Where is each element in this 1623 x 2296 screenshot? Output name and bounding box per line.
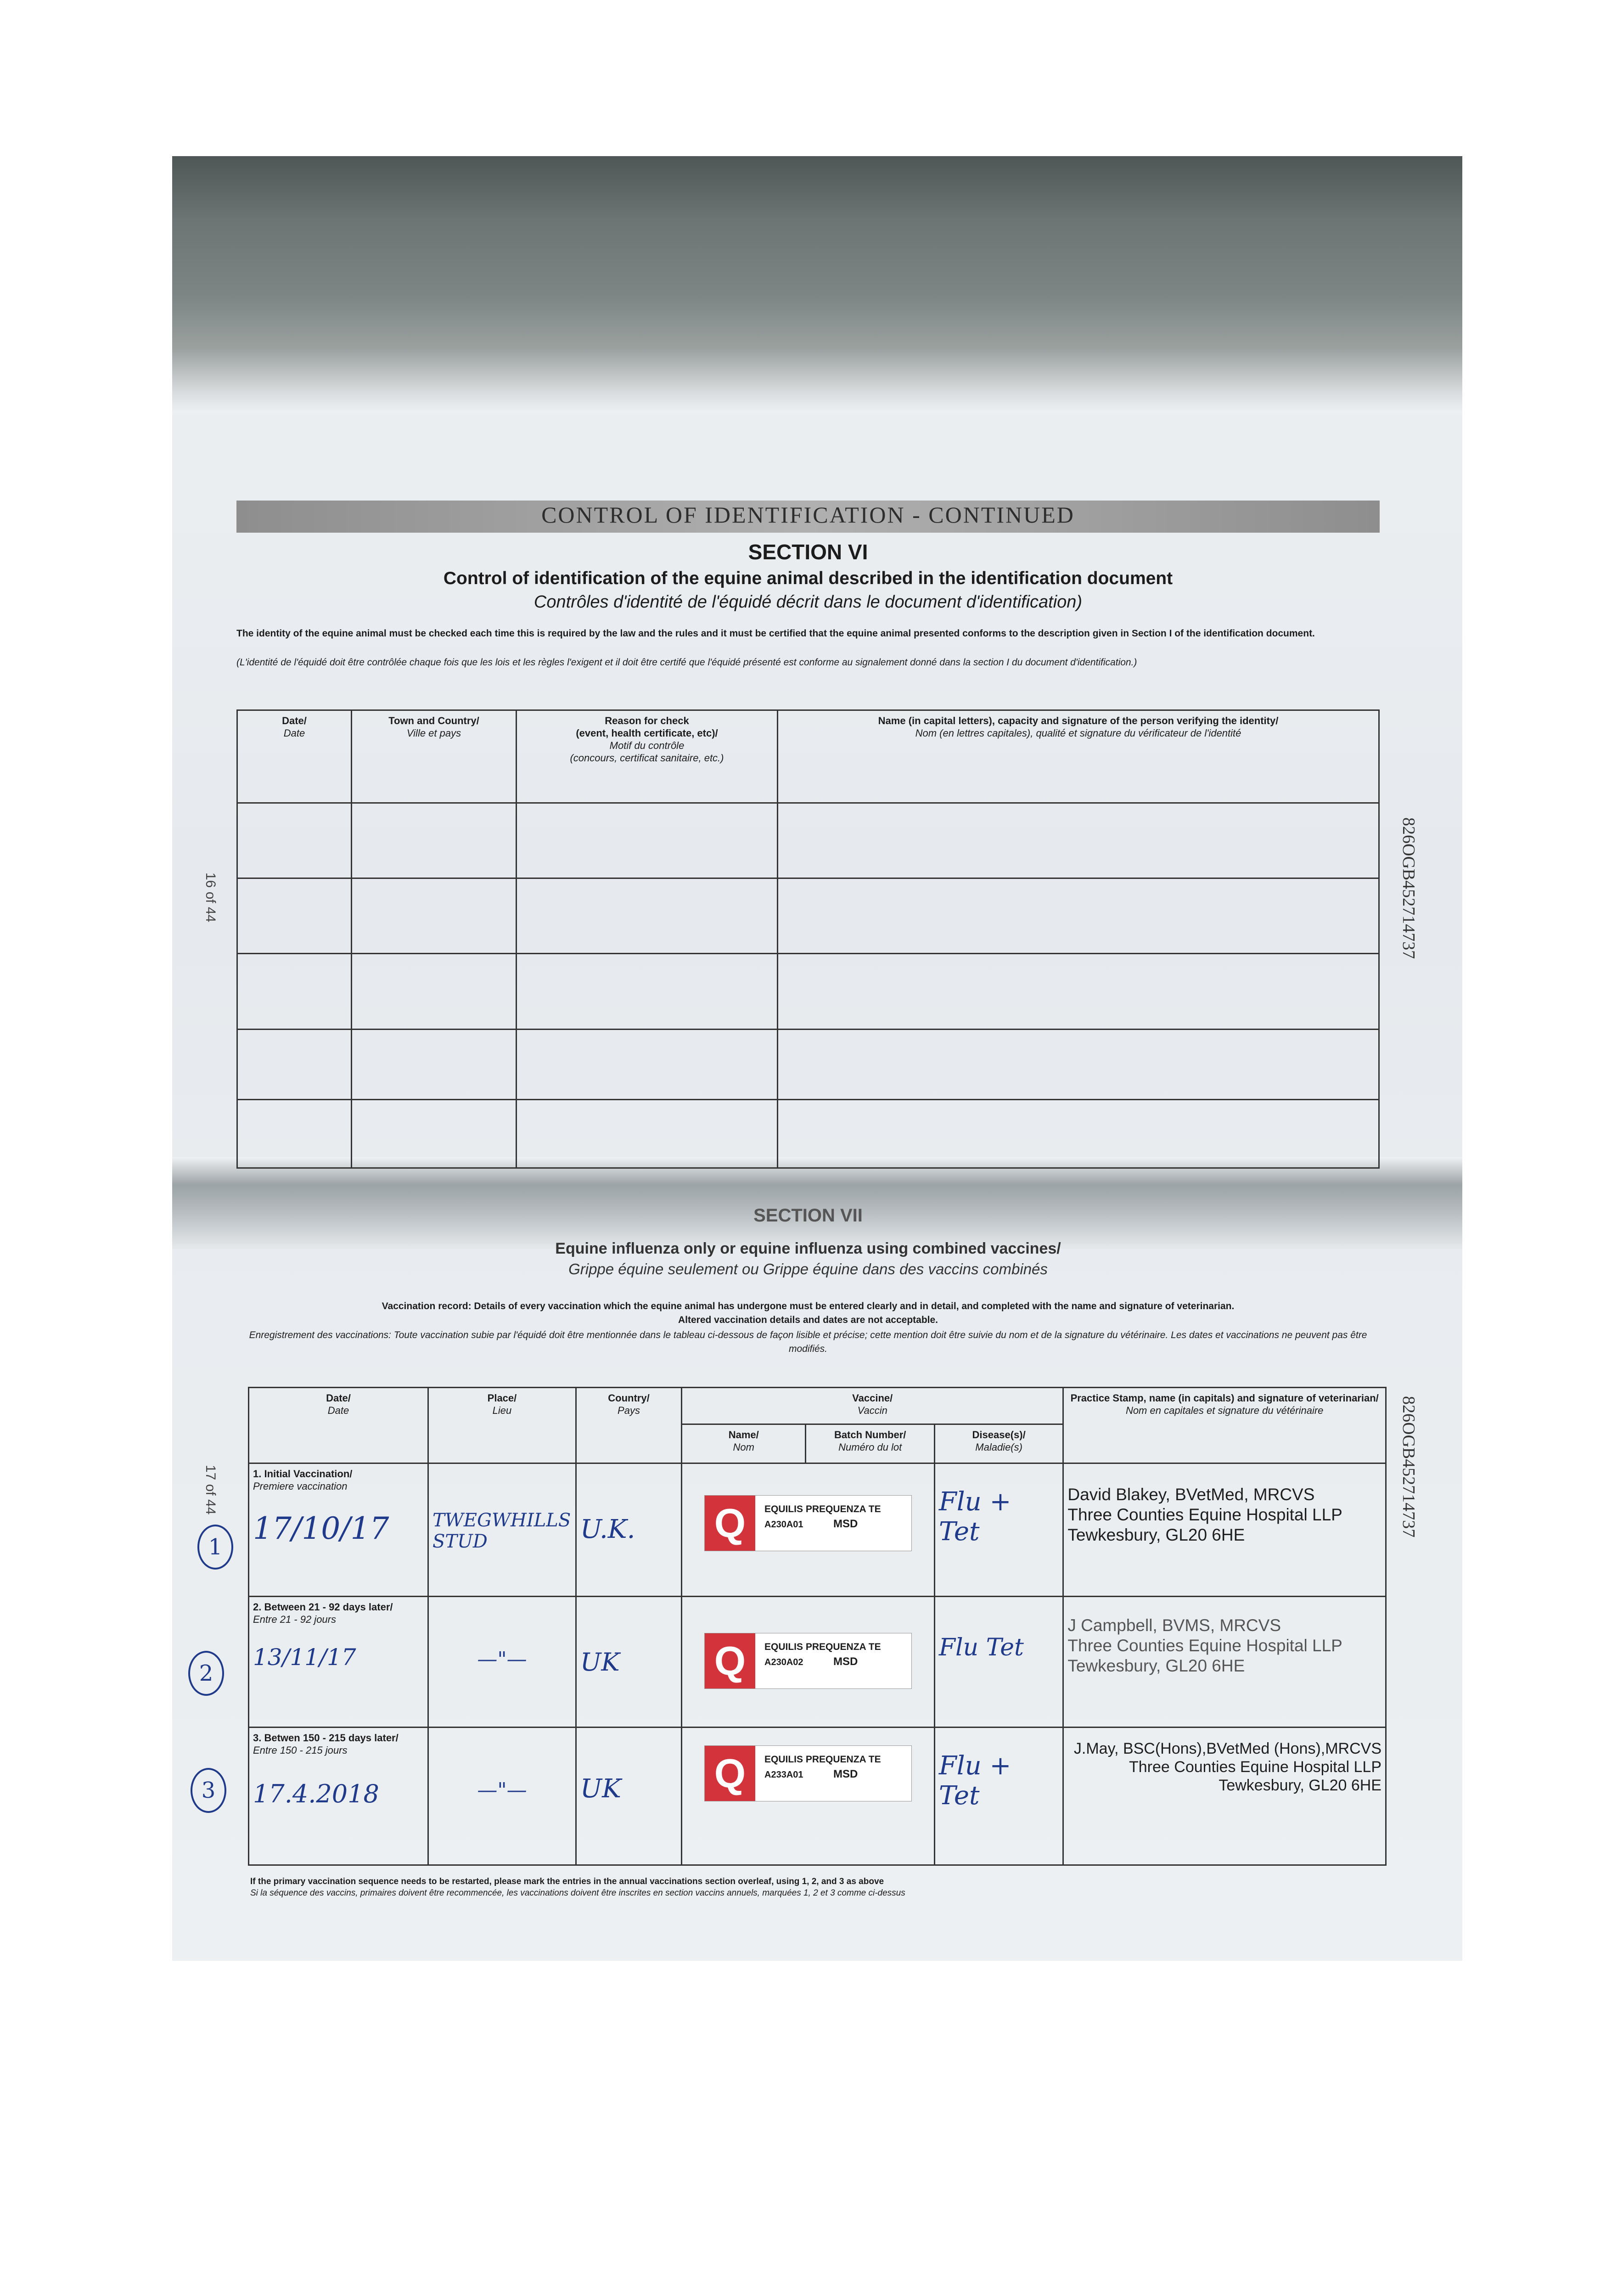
- section7-paragraph-fr: Enregistrement des vaccinations: Toute vaccination subie par l'équidé doit être mentionnée dans le tableau ci-dessous de façon lisible et précise; cette mention doit être suivie du nom et de la signature du vétérinaire. Les dates et vaccinations ne peuvent pas être modifiés.: [249, 1330, 1367, 1354]
- circled-number-3: 3: [191, 1768, 226, 1813]
- footnote-en: If the primary vaccination sequence needs to be restarted, please mark the entries in the annual vaccinations section overleaf, using 1, 2, and 3 as above: [250, 1877, 884, 1886]
- vaccine-sticker-cell: [682, 1728, 935, 1865]
- handwritten-date: 13/11/17: [253, 1644, 356, 1671]
- col-town-country-header: Town and Country/ Ville et pays: [352, 710, 517, 803]
- col-vaccine-name-header: Name/ Nom: [682, 1424, 806, 1463]
- section7-paragraph-en2: Altered vaccination details and dates are not acceptable.: [678, 1315, 938, 1325]
- vaccine-sticker: Q EQUILIS PREQUENZA TE A233A01 MSD: [704, 1745, 912, 1801]
- col-reason-header: Reason for check (event, health certificate, etc)/ Motif du contrôle (concours, certificat sanitaire, etc.): [517, 710, 778, 803]
- section-band-title: CONTROL OF IDENTIFICATION - CONTINUED: [541, 502, 1075, 528]
- handwritten-place: —"—: [428, 1728, 576, 1865]
- vaccination-table: [248, 1387, 1387, 1866]
- section6-paragraph-en: The identity of the equine animal must be checked each time this is required by the law and the rules and it must be certified that the equine animal presented conforms to the description given in Section I of the identification document.: [236, 628, 1315, 639]
- section6-paragraph-fr: (L'identité de l'équidé doit être contrôlée chaque fois que les lois et les règles l'exigent et il doit être certifé que l'équidé présenté est conforme au signalement donné dans la section I du document d'identification.): [236, 657, 1137, 668]
- col-country-header: Country/ Pays: [576, 1388, 681, 1463]
- date-cell: 1. Initial Vaccination/ Premiere vaccination 17/10/17: [249, 1463, 428, 1597]
- vaccination-row-2: [249, 1597, 1386, 1728]
- page-fold-shadow-top: [172, 156, 1462, 413]
- vaccine-sticker: Q EQUILIS PREQUENZA TE A230A02 MSD: [704, 1633, 912, 1689]
- date-cell: 3. Betwen 150 - 215 days later/ Entre 150 - 215 jours 17.4.2018: [249, 1728, 428, 1865]
- section6-heading-fr: Contrôles d'identité de l'équidé décrit dans le document d'identification): [534, 592, 1083, 612]
- section7-heading-en: Equine influenza only or equine influenza using combined vaccines/: [555, 1240, 1061, 1257]
- col-stamp-header: Practice Stamp, name (in capitals) and signature of veterinarian/ Nom en capitales et signature du vétérinaire: [1063, 1388, 1386, 1463]
- col-place-header: Place/ Lieu: [428, 1388, 576, 1463]
- vaccine-sticker-cell: [682, 1463, 935, 1597]
- vet-stamp: David Blakey, BVetMed, MRCVS Three Counties Equine Hospital LLP Tewkesbury, GL20 6HE: [1063, 1463, 1386, 1597]
- handwritten-country: U.K.: [576, 1463, 681, 1597]
- vet-stamp: J Campbell, BVMS, MRCVS Three Counties Equine Hospital LLP Tewkesbury, GL20 6HE: [1063, 1597, 1386, 1728]
- q-logo-icon: Q: [705, 1746, 755, 1801]
- col-verifier-header: Name (in capital letters), capacity and signature of the person verifying the identity/ Nom (en lettres capitales), qualité et signature du vérificateur de l'identité: [778, 710, 1379, 803]
- identity-check-table: [236, 709, 1380, 1169]
- q-logo-icon: Q: [705, 1496, 755, 1551]
- col-date-header: Date/ Date: [249, 1388, 428, 1463]
- date-cell: 2. Between 21 - 92 days later/ Entre 21 - 92 jours 13/11/17: [249, 1597, 428, 1728]
- passport-number: 826OGB452714737: [1399, 1396, 1418, 1538]
- vaccine-sticker-cell: [682, 1597, 935, 1728]
- section7-heading-fr: Grippe équine seulement ou Grippe équine dans des vaccins combinés: [568, 1261, 1048, 1277]
- table-row: [237, 878, 1379, 953]
- table-row: [237, 1029, 1379, 1100]
- footnote-fr: Si la séquence des vaccins, primaires doivent être recommencée, les vaccinations doivent être inscrites en section vaccins annuels, marquées 1, 2 et 3 comme ci-dessus: [250, 1888, 905, 1898]
- col-vaccine-header: Vaccine/ Vaccin: [682, 1388, 1063, 1424]
- table-row: [237, 1100, 1379, 1168]
- passport-number: 826OGB452714737: [1399, 817, 1418, 959]
- table-row: [237, 803, 1379, 878]
- section7-paragraph-en: Vaccination record: Details of every vaccination which the equine animal has undergone must be entered clearly and in detail, and completed with the name and signature of veterinarian.: [382, 1301, 1235, 1311]
- section6-title: SECTION VI: [748, 540, 868, 564]
- circled-number-1: 1: [197, 1525, 233, 1570]
- handwritten-date: 17/10/17: [253, 1511, 389, 1546]
- handwritten-disease: Flu + Tet: [934, 1463, 1063, 1597]
- handwritten-place: —"—: [428, 1597, 576, 1728]
- handwritten-country: UK: [576, 1597, 681, 1728]
- handwritten-place: TWEGWHILLS STUD: [428, 1463, 576, 1597]
- circled-number-2: 2: [188, 1651, 224, 1696]
- col-batch-header: Batch Number/ Numéro du lot: [806, 1424, 934, 1463]
- col-disease-header: Disease(s)/ Maladie(s): [934, 1424, 1063, 1463]
- page-fold-shadow-middle: [172, 1157, 1462, 1249]
- vaccine-sticker: Q EQUILIS PREQUENZA TE A230A01 MSD: [704, 1495, 912, 1551]
- vaccination-row-1: [249, 1463, 1386, 1597]
- col-date-header: Date/ Date: [237, 710, 352, 803]
- page-number-left: 17 of 44: [203, 1465, 218, 1515]
- handwritten-disease: Flu + Tet: [934, 1728, 1063, 1865]
- section6-heading-en: Control of identification of the equine animal described in the identification document: [443, 568, 1173, 588]
- table-row: [237, 954, 1379, 1029]
- page-number-left: 16 of 44: [203, 872, 218, 923]
- vet-stamp: J.May, BSC(Hons),BVetMed (Hons),MRCVS Three Counties Equine Hospital LLP Tewkesbury, GL20 6HE: [1063, 1728, 1386, 1865]
- handwritten-country: UK: [576, 1728, 681, 1865]
- q-logo-icon: Q: [705, 1633, 755, 1688]
- section7-title: SECTION VII: [753, 1205, 863, 1226]
- handwritten-date: 17.4.2018: [253, 1779, 379, 1808]
- vaccination-row-3: [249, 1728, 1386, 1865]
- handwritten-disease: Flu Tet: [934, 1597, 1063, 1728]
